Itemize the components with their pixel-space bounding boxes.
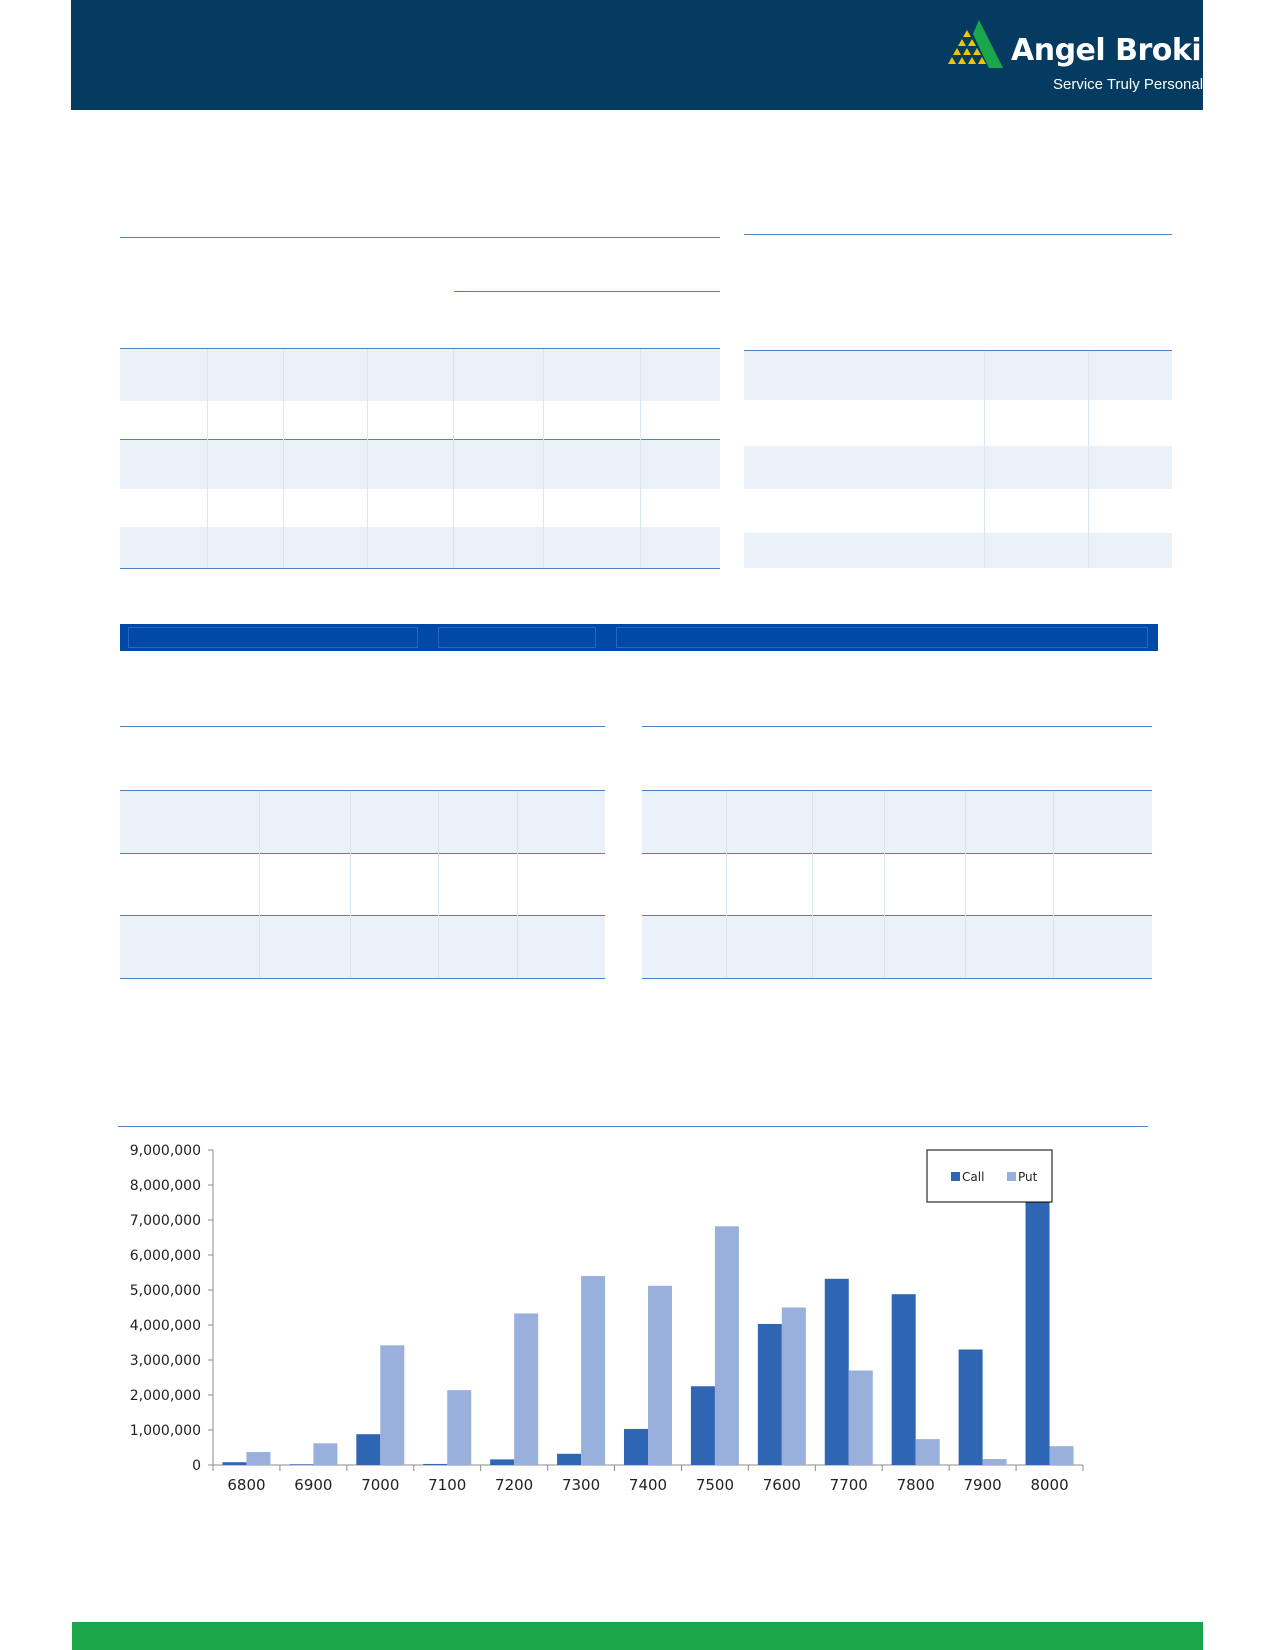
table-rule xyxy=(120,853,605,854)
table-row-shaded xyxy=(744,351,1172,400)
column-divider xyxy=(543,349,544,568)
bar-put xyxy=(514,1313,538,1465)
column-divider xyxy=(350,791,351,978)
bar-call xyxy=(557,1454,581,1465)
bar-put xyxy=(447,1390,471,1465)
angel-logo-icon xyxy=(947,20,1003,72)
bar-call xyxy=(691,1386,715,1465)
column-divider xyxy=(1088,351,1089,568)
column-divider xyxy=(884,791,885,978)
y-axis xyxy=(130,1143,213,1474)
x-tick-label: 7700 xyxy=(829,1476,868,1494)
bar-call xyxy=(825,1279,849,1465)
column-divider xyxy=(207,349,208,568)
chart-bars xyxy=(222,1176,1073,1465)
legend-label: Call xyxy=(962,1170,985,1184)
table-row-shaded xyxy=(120,349,720,401)
table-row-shaded xyxy=(120,527,720,568)
chart-legend xyxy=(927,1150,1052,1202)
brand-name: Angel Broking® xyxy=(1011,33,1254,68)
column-divider xyxy=(367,349,368,568)
bar-put xyxy=(1050,1446,1074,1465)
column-divider xyxy=(984,351,985,568)
bar-put xyxy=(916,1439,940,1465)
table-rule xyxy=(744,234,1172,235)
open-interest-chart xyxy=(110,1136,1140,1496)
table-row-shaded xyxy=(120,440,720,489)
table-rule xyxy=(642,853,1152,854)
column-divider xyxy=(965,791,966,978)
bar-call xyxy=(222,1462,246,1465)
section-header-cell xyxy=(128,627,418,648)
x-tick-label: 7300 xyxy=(561,1476,601,1494)
y-tick-label: 1,000,000 xyxy=(129,1423,201,1439)
y-tick-label: 9,000,000 xyxy=(129,1143,201,1159)
chart-svg xyxy=(110,1136,1140,1496)
x-tick-label: 7800 xyxy=(896,1476,935,1494)
table-row-shaded xyxy=(120,916,605,978)
table-row-shaded xyxy=(744,446,1172,489)
table-row-shaded xyxy=(642,916,1152,978)
table-rule xyxy=(120,237,720,238)
bar-put xyxy=(581,1276,605,1465)
section-header-cell xyxy=(616,627,1148,648)
column-divider xyxy=(259,791,260,978)
table-rule xyxy=(120,726,605,727)
table-row-shaded xyxy=(642,791,1152,853)
bar-put xyxy=(380,1345,404,1465)
column-divider xyxy=(283,349,284,568)
bar-call xyxy=(892,1294,916,1465)
bar-put xyxy=(983,1459,1007,1465)
legend-swatch xyxy=(1007,1172,1016,1181)
bar-call xyxy=(289,1464,313,1465)
x-tick-label: 7500 xyxy=(695,1476,735,1494)
bar-call xyxy=(624,1429,648,1465)
x-tick-label: 7900 xyxy=(963,1476,1002,1494)
x-axis xyxy=(213,1465,1083,1494)
table-row-shaded xyxy=(120,791,605,853)
section-header-cell xyxy=(438,627,596,648)
y-tick-label: 7,000,000 xyxy=(129,1213,201,1229)
x-tick-label: 6800 xyxy=(227,1476,266,1494)
table-row-shaded xyxy=(744,533,1172,568)
column-divider xyxy=(453,349,454,568)
table-rule xyxy=(642,726,1152,727)
bar-call xyxy=(1026,1176,1050,1465)
y-tick-label: 8,000,000 xyxy=(129,1178,201,1194)
brand-tagline: Service Truly Personalized xyxy=(1053,76,1231,93)
footer-bar xyxy=(72,1622,1203,1650)
legend-label: Put xyxy=(1018,1170,1038,1184)
registered-mark: ® xyxy=(1243,35,1254,46)
chart-title-rule xyxy=(118,1126,1148,1127)
brand-logo xyxy=(947,18,1254,98)
x-tick-label: 7600 xyxy=(762,1476,801,1494)
report-header xyxy=(71,0,1254,110)
table-rule xyxy=(120,568,720,569)
bar-put xyxy=(648,1286,672,1465)
bar-call xyxy=(423,1464,447,1465)
bar-call xyxy=(758,1324,782,1465)
x-tick-label: 6900 xyxy=(294,1476,333,1494)
column-divider xyxy=(812,791,813,978)
section-header-band xyxy=(120,624,1158,651)
table-rule xyxy=(642,978,1152,979)
y-tick-label: 5,000,000 xyxy=(129,1283,201,1299)
y-tick-label: 0 xyxy=(192,1458,201,1474)
column-divider xyxy=(517,791,518,978)
legend-swatch xyxy=(951,1172,960,1181)
bar-call xyxy=(356,1434,380,1465)
y-tick-label: 6,000,000 xyxy=(129,1248,201,1264)
table-rule xyxy=(454,291,720,292)
bar-put xyxy=(849,1371,873,1466)
column-divider xyxy=(726,791,727,978)
y-tick-label: 4,000,000 xyxy=(129,1318,201,1334)
column-divider xyxy=(1053,791,1054,978)
y-tick-label: 3,000,000 xyxy=(129,1353,201,1369)
column-divider xyxy=(438,791,439,978)
column-divider xyxy=(640,349,641,568)
x-tick-label: 7200 xyxy=(495,1476,534,1494)
y-tick-label: 2,000,000 xyxy=(129,1388,201,1404)
bar-put xyxy=(782,1308,806,1466)
bar-call xyxy=(959,1350,983,1466)
bar-put xyxy=(715,1226,739,1465)
bar-put xyxy=(246,1452,270,1465)
x-tick-label: 7000 xyxy=(361,1476,400,1494)
bar-put xyxy=(313,1443,337,1465)
bar-call xyxy=(490,1459,514,1465)
x-tick-label: 8000 xyxy=(1030,1476,1069,1494)
table-rule xyxy=(120,978,605,979)
x-tick-label: 7100 xyxy=(428,1476,467,1494)
x-tick-label: 7400 xyxy=(628,1476,668,1494)
